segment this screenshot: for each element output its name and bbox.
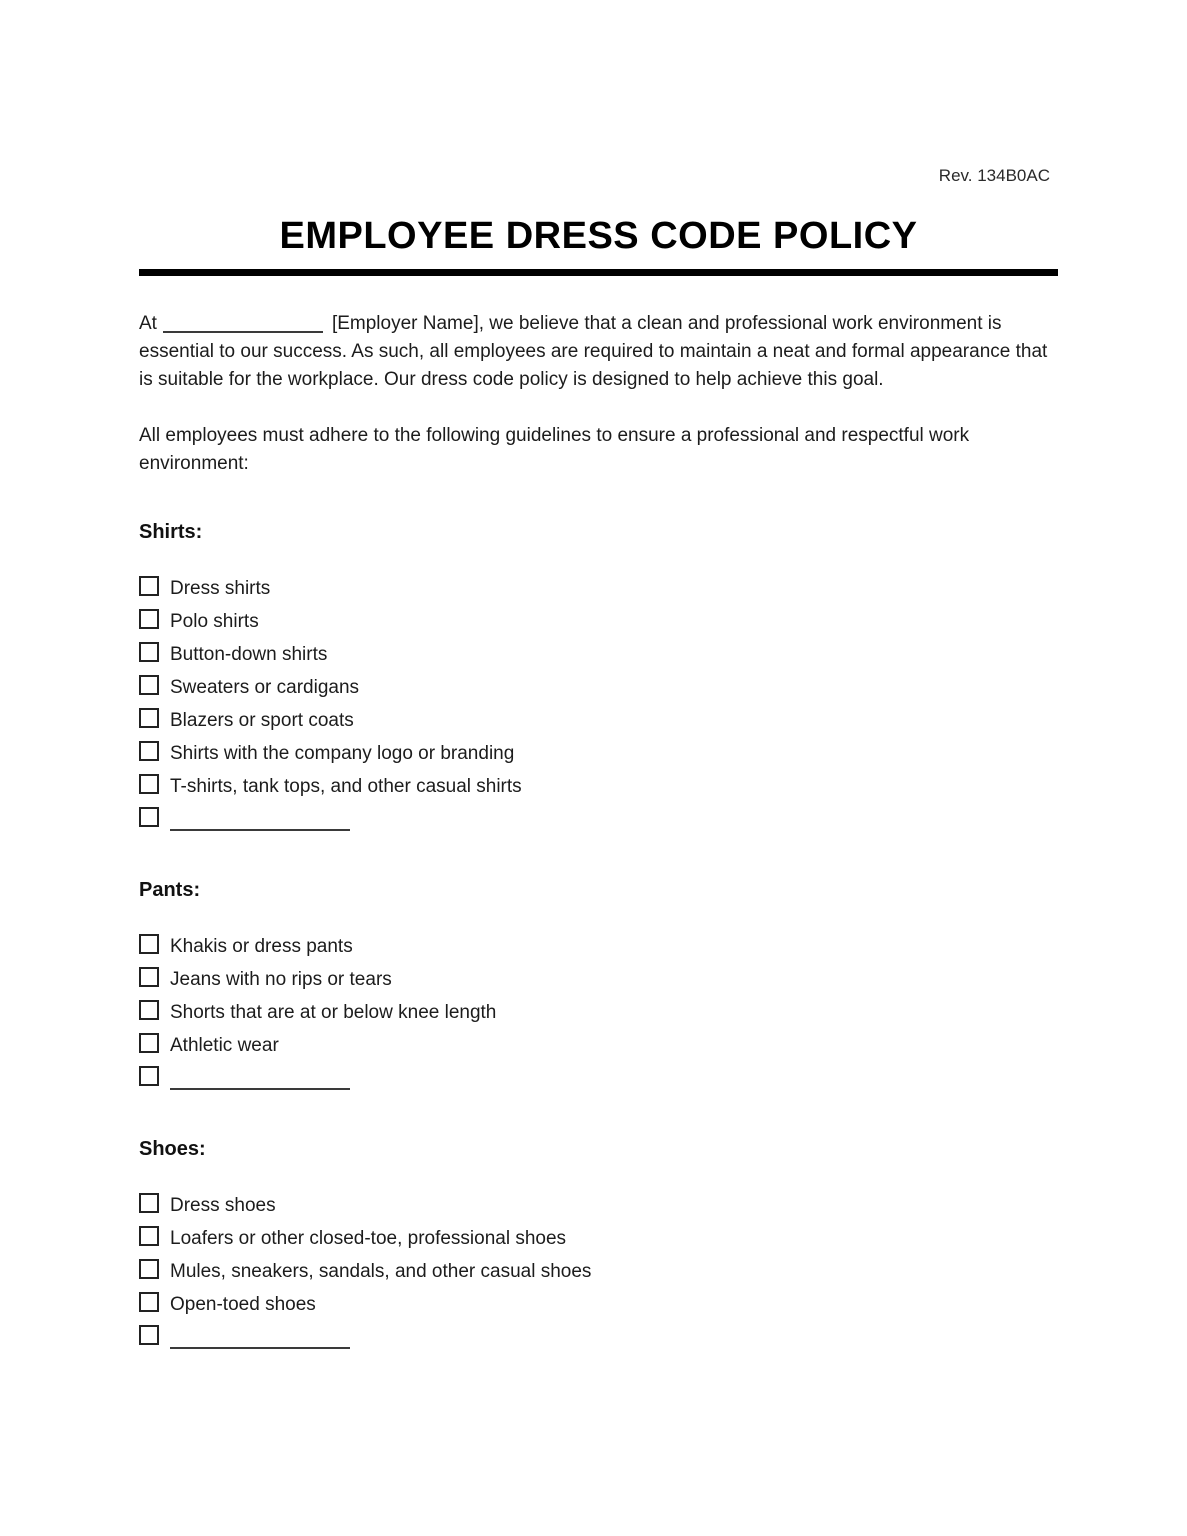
- title-rule: [139, 269, 1058, 276]
- checklist-item-label: Dress shoes: [170, 1195, 276, 1216]
- checkbox-icon[interactable]: [139, 1226, 159, 1246]
- checklist-item: [139, 996, 1058, 1029]
- checklist-item-label: Jeans with no rips or tears: [170, 969, 392, 990]
- checklist-item-label: Khakis or dress pants: [170, 936, 353, 957]
- checklist-item: [139, 1255, 1058, 1288]
- checkbox-icon[interactable]: [139, 609, 159, 629]
- checklist-item: [139, 930, 1058, 963]
- checklist-item-label: Button-down shirts: [170, 644, 328, 665]
- checklist-item: [139, 803, 1058, 836]
- checklist-item: [139, 1321, 1058, 1354]
- checkbox-icon[interactable]: [139, 675, 159, 695]
- intro-text-prefix: At: [139, 313, 157, 334]
- checkbox-icon[interactable]: [139, 1033, 159, 1053]
- checklist-item: [139, 1029, 1058, 1062]
- checklist-item: [139, 963, 1058, 996]
- checklist-sections: [139, 520, 1058, 1354]
- checkbox-icon[interactable]: [139, 1325, 159, 1345]
- checklist: [139, 572, 1058, 836]
- section-heading: Shirts:: [139, 521, 203, 543]
- fill-in-blank-field[interactable]: [170, 1068, 350, 1090]
- employer-name-blank-field[interactable]: [163, 311, 323, 333]
- checklist-item: [139, 1062, 1058, 1095]
- checklist-item-label: Shorts that are at or below knee length: [170, 1002, 497, 1023]
- checklist-item: [139, 1189, 1058, 1222]
- fill-in-blank-field[interactable]: [170, 1327, 350, 1349]
- checklist-item-label: Shirts with the company logo or branding: [170, 743, 515, 764]
- checkbox-icon[interactable]: [139, 774, 159, 794]
- checklist: [139, 930, 1058, 1095]
- checklist-item-label: Mules, sneakers, sandals, and other casual shoes: [170, 1261, 592, 1282]
- checklist-item: [139, 671, 1058, 704]
- checkbox-icon[interactable]: [139, 1066, 159, 1086]
- checkbox-icon[interactable]: [139, 642, 159, 662]
- checkbox-icon[interactable]: [139, 576, 159, 596]
- checklist-item-label: T-shirts, tank tops, and other casual shirts: [170, 776, 522, 797]
- checklist-item-label: Athletic wear: [170, 1035, 279, 1056]
- checkbox-icon[interactable]: [139, 741, 159, 761]
- section-pants: [139, 878, 1058, 1095]
- checklist-item: [139, 605, 1058, 638]
- checklist-item-label: Sweaters or cardigans: [170, 677, 360, 698]
- section-shirts: [139, 520, 1058, 836]
- intro-paragraph: [139, 310, 1058, 394]
- checkbox-icon[interactable]: [139, 967, 159, 987]
- checkbox-icon[interactable]: [139, 1292, 159, 1312]
- checklist-item: [139, 737, 1058, 770]
- checklist-item: [139, 704, 1058, 737]
- checklist-item: [139, 770, 1058, 803]
- checklist-item-label: Polo shirts: [170, 611, 259, 632]
- checklist-item-label: Open-toed shoes: [170, 1294, 316, 1315]
- checklist-item: [139, 1222, 1058, 1255]
- intro-text-body: [Employer Name], we believe that a clean and professional work environment is essential to our success. As such, all employees are required to maintain a neat and formal appearance that is suitable for the workplace. Our dress code policy is designed to help achieve this goal.: [139, 313, 1048, 390]
- checkbox-icon[interactable]: [139, 1000, 159, 1020]
- checkbox-icon[interactable]: [139, 934, 159, 954]
- document-title: EMPLOYEE DRESS CODE POLICY: [279, 215, 918, 257]
- checkbox-icon[interactable]: [139, 708, 159, 728]
- checkbox-icon[interactable]: [139, 1193, 159, 1213]
- guidelines-paragraph: All employees must adhere to the following guidelines to ensure a professional and respectful work environment:: [139, 425, 970, 474]
- checklist-item: [139, 638, 1058, 671]
- checklist-item: [139, 1288, 1058, 1321]
- checklist-item-label: Loafers or other closed-toe, professional shoes: [170, 1228, 567, 1249]
- revision-label: Rev. 134B0AC: [938, 166, 1050, 185]
- checklist-item: [139, 572, 1058, 605]
- checklist-item-label: Dress shirts: [170, 578, 271, 599]
- checkbox-icon[interactable]: [139, 807, 159, 827]
- section-heading: Shoes:: [139, 1138, 206, 1160]
- checklist: [139, 1189, 1058, 1354]
- section-shoes: [139, 1137, 1058, 1354]
- checklist-item-label: Blazers or sport coats: [170, 710, 354, 731]
- fill-in-blank-field[interactable]: [170, 809, 350, 831]
- checkbox-icon[interactable]: [139, 1259, 159, 1279]
- section-heading: Pants:: [139, 879, 201, 901]
